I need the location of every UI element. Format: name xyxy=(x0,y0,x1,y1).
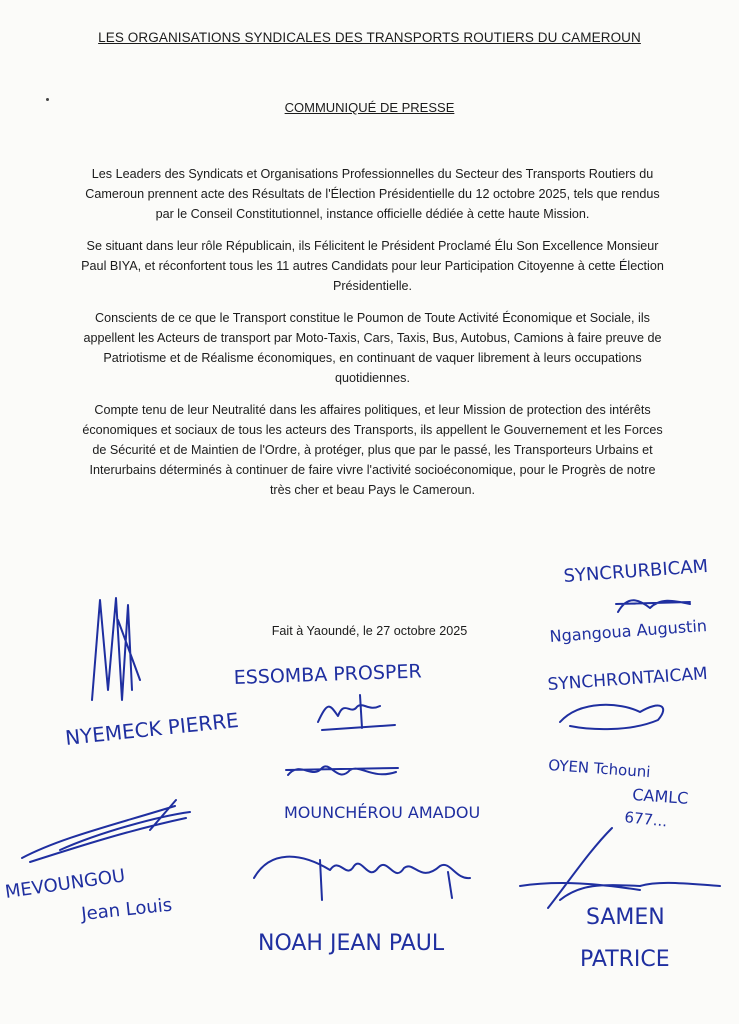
paragraph-3: Conscients de ce que le Transport constitue le Poumon de Toute Activité Économique et Sociale, ils appellent les Acteurs de transport par Moto-Taxis, Cars, Taxis, Bus, Autobus, Camions à faire preuve de Patriotisme et de Réalisme économiques, en continuant de vaquer librement à leurs occupations quotidiennes. xyxy=(83,311,662,385)
signature-nyemeck: NYEMECK PIERRE xyxy=(64,707,240,750)
signature-scribble-noah xyxy=(254,857,470,900)
signature-scribble-mevoungou xyxy=(22,800,190,862)
paragraph-2: Se situant dans leur rôle Républicain, ils Félicitent le Président Proclamé Élu Son Excellence Monsieur Paul BIYA, et réconfortent tous les 11 autres Candidats pour leur Participation Citoyenne à cette Élection Présidentielle. xyxy=(81,239,664,293)
document-title: COMMUNIQUÉ DE PRESSE xyxy=(284,100,455,115)
signature-synchrontaicam: SYNCHRONTAICAM xyxy=(546,663,709,695)
signature-scribble-syncrurbicam xyxy=(616,600,690,612)
signature-scribble-nyemeck xyxy=(92,598,140,700)
signature-jean-louis: Jean Louis xyxy=(80,894,174,925)
signature-scribble-synchrontaicam xyxy=(560,705,663,729)
signature-samen: SAMEN xyxy=(586,905,665,930)
signature-oyen: OYEN Tchouni xyxy=(547,756,652,782)
organization-title: LES ORGANISATIONS SYNDICALES DES TRANSPORTS ROUTIERS DU CAMEROUN xyxy=(98,30,641,45)
paragraph-4: Compte tenu de leur Neutralité dans les affaires politiques, et leur Mission de protection des intérêts économiques et sociaux de tous les acteurs des Transports, ils appellent le Gouvernement et les Forces de Sécurité et de Maintien de l'Ordre, à protéger, plus que par le passé, les Transporteurs Urbains et Interurbains déterminés à continuer de faire vivre l'activité socioéconomique, pour le Progrès de notre très cher et beau Pays le Cameroun. xyxy=(82,403,663,497)
signature-scribble-mounchero xyxy=(286,766,398,775)
signature-essomba: ESSOMBA PROSPER xyxy=(233,660,422,689)
date-place-line: Fait à Yaoundé, le 27 octobre 2025 xyxy=(271,624,468,638)
signature-noah: NOAH JEAN PAUL xyxy=(258,931,445,956)
signature-ngangoua: Ngangoua Augustin xyxy=(548,616,708,646)
signature-syncrurbicam: SYNCRURBICAM xyxy=(562,555,709,587)
signature-mounchero: MOUNCHÉROU AMADOU xyxy=(284,803,481,822)
signature-scribble-samen xyxy=(520,828,720,908)
signature-phone: 677... xyxy=(623,808,669,831)
signature-scribble-essomba xyxy=(318,695,395,730)
paragraph-1: Les Leaders des Syndicats et Organisations Professionnelles du Secteur des Transports Routiers du Cameroun prennent acte des Résultats de l'Élection Présidentielle du 12 octobre 2025, tels que rendus par le Conseil Constitutionnel, instance officielle dédiée à cette haute Mission. xyxy=(85,167,660,221)
signature-camlc: CAMLC xyxy=(631,785,689,808)
signature-mevoungou: MEVOUNGOU xyxy=(3,865,127,903)
signature-patrice: PATRICE xyxy=(580,947,670,972)
